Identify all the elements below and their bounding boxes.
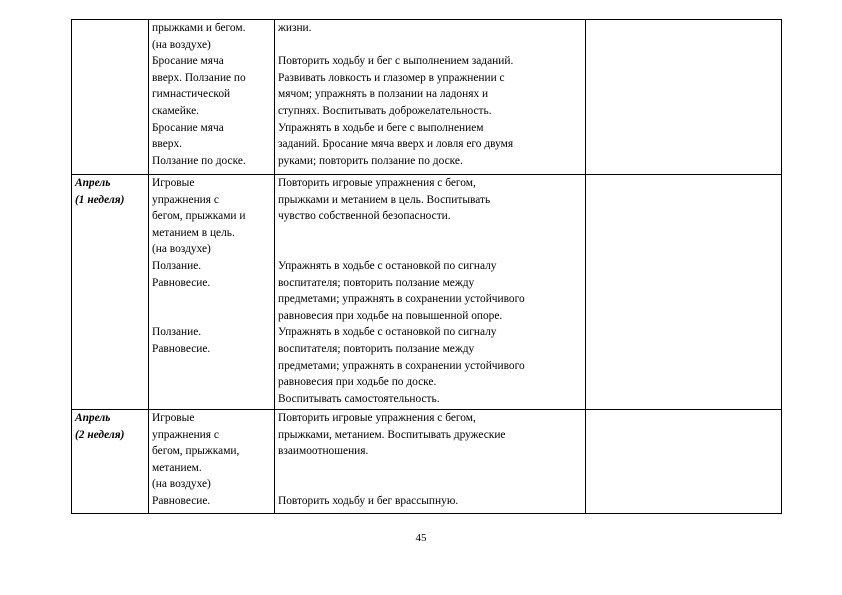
task-cell [275, 410, 586, 514]
table-row [72, 175, 782, 410]
task-line: жизни. [278, 22, 312, 34]
task-line: Развивать ловкость и глазомер в упражнении с [278, 71, 505, 84]
activity-line: Ползание. [152, 259, 202, 272]
table-row [72, 20, 782, 175]
activity-line: гимнастической [152, 88, 231, 101]
activity-cell [149, 410, 275, 514]
activity-line: (на воздухе) [152, 243, 211, 256]
activity-cell [149, 175, 275, 410]
page-number: 45 [415, 532, 427, 544]
table-row [72, 410, 782, 514]
task-line: равновесия при ходьбе по доске. [278, 376, 437, 389]
task-spacer [278, 37, 585, 54]
task-spacer [278, 225, 585, 258]
activity-line: Равновесие. [152, 276, 211, 289]
task-line: Повторить ходьбу и бег с выполнением заданий. [278, 55, 514, 68]
notes-cell [586, 410, 782, 514]
activity-line: Бросание мяча [152, 55, 224, 68]
activity-line: вверх. [152, 138, 182, 151]
activity-line: упражнения с [152, 193, 219, 206]
activity-line: Равновесие. [152, 342, 211, 355]
task-line: воспитателя; повторить ползание между [278, 276, 475, 289]
week-label: (1 неделя) [75, 193, 125, 206]
task-line: Повторить ходьбу и бег врассыпную. [278, 494, 459, 507]
activity-line: Бросание мяча [152, 121, 224, 134]
task-line: прыжками, метанием. Воспитывать дружеские [278, 428, 506, 441]
task-line: Упражнять в ходьбе и беге с выполнением [278, 121, 484, 134]
week-cell [72, 175, 149, 410]
notes-cell [586, 175, 782, 410]
task-line: заданий. Бросание мяча вверх и ловля его двумя [278, 138, 514, 151]
task-line: мячом; упражнять в ползании на ладонях и [278, 88, 489, 101]
activity-cell [149, 20, 275, 175]
week-cell [72, 20, 149, 175]
task-line: Повторить игровые упражнения с бегом, [278, 177, 476, 189]
activity-line: прыжками и бегом. [152, 22, 246, 34]
task-cell [275, 175, 586, 410]
task-line: руками; повторить ползание по доске. [278, 154, 463, 167]
activity-line: Равновесие. [152, 494, 211, 507]
activity-line: (на воздухе) [152, 478, 211, 491]
activity-line: Игровые [152, 177, 195, 189]
task-line: предметами; упражнять в сохранении устойчивого [278, 359, 525, 372]
week-cell [72, 410, 149, 514]
task-line: Упражнять в ходьбе с остановкой по сигналу [278, 326, 497, 339]
activity-line: бегом, прыжками, [152, 445, 240, 458]
notes-cell [586, 20, 782, 175]
month-label: Апрель [75, 412, 111, 424]
activity-line: скамейке. [152, 104, 199, 117]
task-line: Упражнять в ходьбе с остановкой по сигналу [278, 259, 497, 272]
task-line: воспитателя; повторить ползание между [278, 342, 475, 355]
week-label: (2 неделя) [75, 428, 125, 441]
task-line: равновесия при ходьбе на повышенной опоре. [278, 309, 503, 322]
activity-line: Игровые [152, 412, 195, 424]
month-label: Апрель [75, 177, 111, 189]
task-line: ступнях. Воспитывать доброжелательность. [278, 104, 492, 117]
activity-spacer [152, 291, 274, 324]
activity-line: Ползание. [152, 326, 202, 339]
activity-line: бегом, прыжками и [152, 210, 246, 223]
activity-line: Ползание по доске. [152, 154, 246, 167]
task-spacer [278, 460, 585, 493]
activity-line: упражнения с [152, 428, 219, 441]
task-line: предметами; упражнять в сохранении устойчивого [278, 293, 525, 306]
activity-line: метанием. [152, 461, 202, 474]
task-line: чувство собственной безопасности. [278, 210, 451, 223]
task-line: Повторить игровые упражнения с бегом, [278, 412, 476, 424]
task-line: взаимоотношения. [278, 445, 369, 458]
activity-line: метанием в цель. [152, 226, 235, 239]
activity-line: (на воздухе) [152, 38, 211, 51]
lesson-plan-table [71, 19, 782, 514]
task-line: Воспитывать самостоятельность. [278, 392, 440, 405]
task-cell [275, 20, 586, 175]
activity-line: вверх. Ползание по [152, 71, 246, 84]
task-line: прыжками и метанием в цель. Воспитывать [278, 193, 491, 206]
